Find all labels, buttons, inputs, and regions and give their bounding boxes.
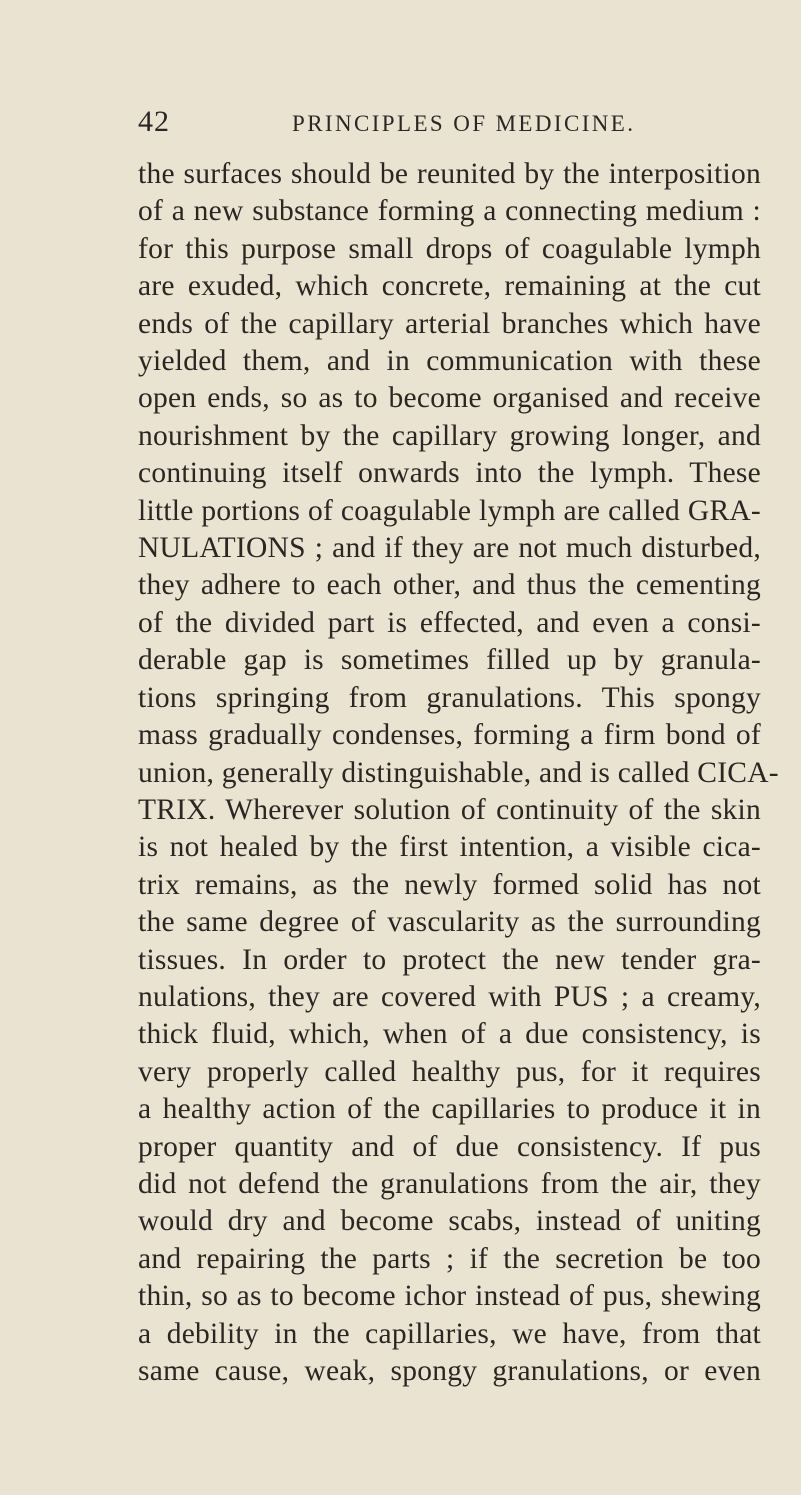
text-line: of a new substance forming a connecting medium : <box>138 195 761 228</box>
text-line: trix remains, as the newly formed solid has not <box>138 868 761 901</box>
text-line: union, generally distinguishable, and is called CICA- <box>138 756 779 789</box>
text-line: continuing itself onwards into the lymph. These <box>138 457 761 490</box>
text-line: the surfaces should be reunited by the interposition <box>138 158 761 190</box>
running-title: PRINCIPLES OF MEDICINE. <box>292 111 636 136</box>
text-line: NULATIONS ; and if they are not much disturbed, <box>138 532 761 565</box>
text-line: would dry and become scabs, instead of uniting <box>138 1205 761 1238</box>
text-line: very properly called healthy pus, for it requires <box>138 1055 761 1088</box>
book-page <box>0 102 801 1495</box>
text-line: nulations, they are covered with PUS ; a creamy, <box>138 980 761 1013</box>
text-line: thin, so as to become ichor instead of pus, shewing <box>138 1280 761 1313</box>
text-line: did not defend the granulations from the air, they <box>138 1167 761 1200</box>
text-line: nourishment by the capillary growing longer, and <box>138 419 761 452</box>
text-line: same cause, weak, spongy granulations, or even <box>138 1355 761 1387</box>
text-line: thick fluid, which, when of a due consistency, is <box>138 1018 761 1051</box>
text-line: derable gap is sometimes filled up by granula- <box>138 644 761 677</box>
text-line: for this purpose small drops of coagulable lymph <box>138 232 761 265</box>
text-line: proper quantity and of due consistency. If pus <box>138 1130 761 1163</box>
text-line: of the divided part is effected, and even a consi- <box>138 606 761 639</box>
text-line: a debility in the capillaries, we have, from that <box>138 1317 761 1350</box>
body-text <box>138 156 779 1390</box>
text-line: yielded them, and in communication with these <box>138 345 761 378</box>
text-line: mass gradually condenses, forming a firm bond of <box>138 719 761 752</box>
text-line: they adhere to each other, and thus the cementing <box>138 569 761 602</box>
text-line: the same degree of vascularity as the surrounding <box>138 906 761 939</box>
text-line: tions springing from granulations. This spongy <box>138 681 761 714</box>
text-line: open ends, so as to become organised and receive <box>138 382 761 415</box>
text-line: ends of the capillary arterial branches which have <box>138 307 761 340</box>
running-head <box>138 102 761 142</box>
text-line: a healthy action of the capillaries to produce it in <box>138 1093 761 1126</box>
text-line: and repairing the parts ; if the secretion be too <box>138 1242 761 1275</box>
page-number: 42 <box>138 105 170 138</box>
text-line: is not healed by the first intention, a visible cica- <box>138 831 761 864</box>
text-line: are exuded, which concrete, remaining at the cut <box>138 270 761 303</box>
text-line: tissues. In order to protect the new tender gra- <box>138 943 761 976</box>
text-line: TRIX. Wherever solution of continuity of the skin <box>138 793 761 826</box>
text-line: little portions of coagulable lymph are called GRA- <box>138 494 761 527</box>
